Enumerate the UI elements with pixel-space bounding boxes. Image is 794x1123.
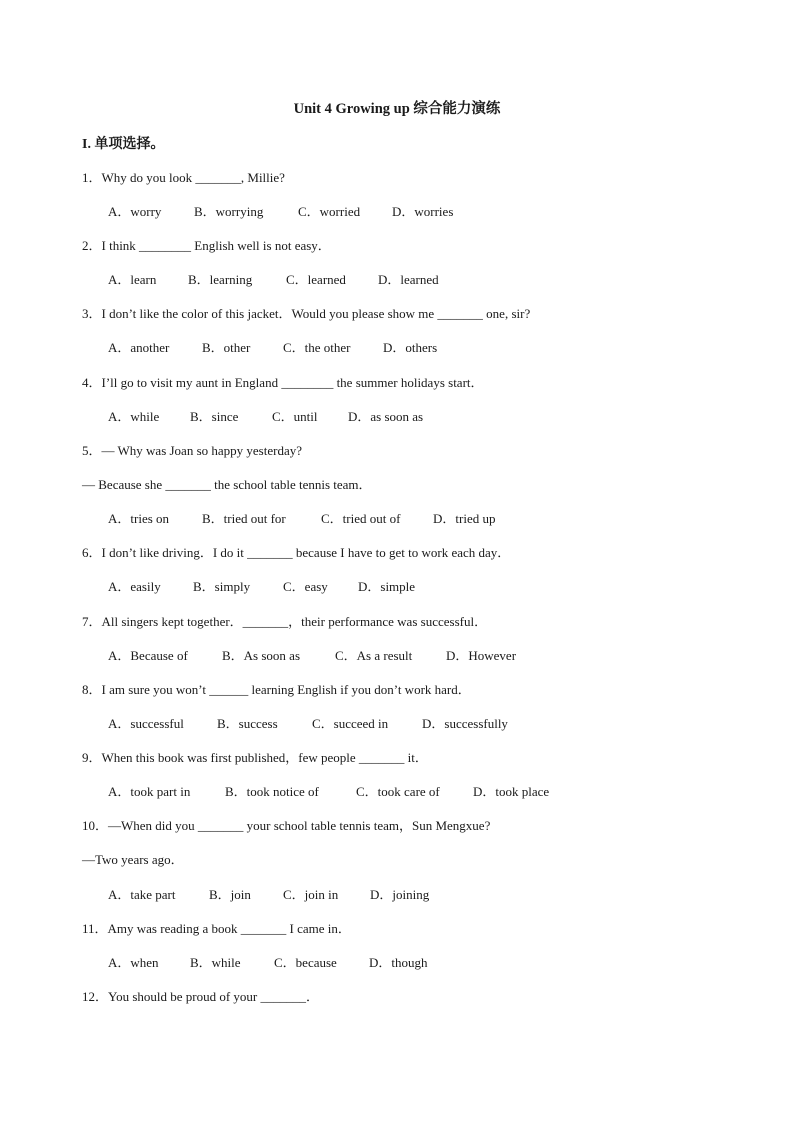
option-a: A．took part in xyxy=(108,784,191,799)
option-a: A．successful xyxy=(108,716,184,731)
section-heading: I. 单项选择。 xyxy=(82,137,165,152)
option-c: C．the other xyxy=(283,340,351,355)
option-b: B．other xyxy=(202,340,251,355)
question-4-options xyxy=(108,406,423,425)
option-d: D．as soon as xyxy=(348,409,424,424)
option-a: A．when xyxy=(108,955,159,970)
option-c: C．tried out of xyxy=(321,511,401,526)
option-c: C．because xyxy=(274,955,337,970)
option-b: B．learning xyxy=(188,272,253,287)
question-8-options xyxy=(108,713,508,732)
question-12-stem: 12．You should be proud of your _______． xyxy=(82,989,320,1004)
option-b: B．took notice of xyxy=(225,784,319,799)
option-a: A．tries on xyxy=(108,511,170,526)
option-c: C．until xyxy=(272,409,318,424)
option-b: B．while xyxy=(190,955,241,970)
question-7-options xyxy=(108,645,516,664)
option-d: D．successfully xyxy=(422,716,508,731)
option-c: C．learned xyxy=(286,272,346,287)
option-c: C．join in xyxy=(283,887,339,902)
question-3-stem: 3．I don’t like the color of this jacket．Would you please show me _______ one, sir? xyxy=(82,306,531,321)
option-d: D．though xyxy=(369,955,428,970)
question-7-stem: 7．All singers kept together．_______，their performance was successful． xyxy=(82,614,488,629)
option-a: A．take part xyxy=(108,887,176,902)
option-c: C．took care of xyxy=(356,784,440,799)
question-5-response: — Because she _______ the school table tennis team． xyxy=(82,477,372,492)
question-5-options xyxy=(108,508,495,527)
question-10-response: —Two years ago． xyxy=(82,852,184,867)
option-a: A．while xyxy=(108,409,160,424)
option-d: D．However xyxy=(446,648,517,663)
option-d: D．others xyxy=(383,340,438,355)
option-d: D．learned xyxy=(378,272,439,287)
question-1-options xyxy=(108,201,453,220)
option-b: B．success xyxy=(217,716,278,731)
option-c: C．worried xyxy=(298,204,361,219)
page-title: Unit 4 Growing up 综合能力演练 xyxy=(293,101,501,117)
option-d: D．worries xyxy=(392,204,454,219)
question-9-stem: 9．When this book was first published，few people _______ it． xyxy=(82,750,428,765)
question-2-stem: 2．I think ________ English well is not easy． xyxy=(82,238,331,253)
option-b: B．join xyxy=(209,887,251,902)
option-b: B．worrying xyxy=(194,204,264,219)
question-8-stem: 8．I am sure you won’t ______ learning English if you don’t work hard． xyxy=(82,682,471,697)
question-11-stem: 11．Amy was reading a book _______ I came in． xyxy=(82,921,351,936)
option-a: A．Because of xyxy=(108,648,188,663)
option-a: A．learn xyxy=(108,272,157,287)
question-11-options xyxy=(108,952,428,971)
option-b: B．As soon as xyxy=(222,648,301,663)
option-d: D．joining xyxy=(370,887,430,902)
option-b: B．simply xyxy=(193,579,251,594)
option-d: D．tried up xyxy=(433,511,496,526)
option-d: D．took place xyxy=(473,784,550,799)
question-6-options xyxy=(108,576,415,595)
question-9-options xyxy=(108,781,549,800)
option-b: B．since xyxy=(190,409,239,424)
option-a: A．worry xyxy=(108,204,162,219)
question-4-stem: 4．I’ll go to visit my aunt in England ________ the summer holidays start． xyxy=(82,375,484,390)
option-c: C．succeed in xyxy=(312,716,389,731)
option-b: B．tried out for xyxy=(202,511,286,526)
question-3-options xyxy=(108,337,437,356)
question-10-options xyxy=(108,884,429,903)
option-a: A．easily xyxy=(108,579,161,594)
option-d: D．simple xyxy=(358,579,416,594)
option-c: C．easy xyxy=(283,579,328,594)
option-c: C．As a result xyxy=(335,648,413,663)
question-2-options xyxy=(108,269,439,288)
question-10-stem: 10．—When did you _______ your school table tennis team，Sun Mengxue? xyxy=(82,818,491,833)
question-5-stem: 5．— Why was Joan so happy yesterday? xyxy=(82,443,302,458)
question-6-stem: 6．I don’t like driving．I do it _______ because I have to get to work each day． xyxy=(82,545,511,560)
option-a: A．another xyxy=(108,340,170,355)
question-1-stem: 1．Why do you look _______, Millie? xyxy=(82,170,285,185)
